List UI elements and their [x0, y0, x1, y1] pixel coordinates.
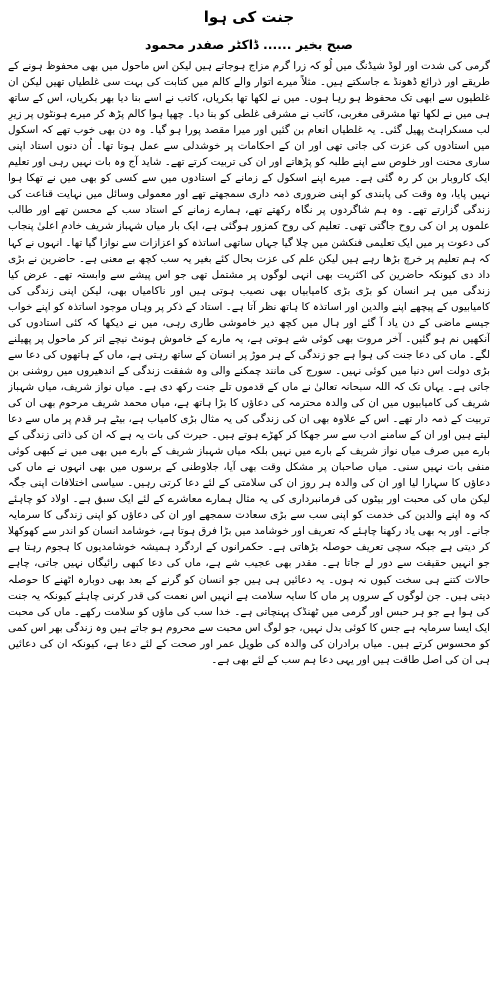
article-body-paragraph: گرمی کی شدت اور لوڈ شیڈنگ میں لُو کہ زرا گرم مزاج ہوجاتے ہیں لیکن اس ماحول میں بھی محفوظ ہونے کے طریقے اور ذرائع ڈھونڈ ے جاسکتے ہیں۔ مثلاً میرے اتوار والے کالم میں کتابت کی بہت سی غلطیاں تھیں لیکن ان غلطیوں سے ابھی تک محفوظ ہو رہا ہوں۔ میں نے لکھا تھا بکریاں، کاتب نے اسے بنا دیا بھر بکریاں، اس کے ساتھ ہی میں نے لکھا تھا مشرقی مغربی، کاتب نے مشرقی غلطی کو بنا دیا۔ چھپا ہوا کالم پڑھ کر میرے ہونٹوں پر زیرِ لب مسکراہٹ پھیل گئی۔ یہ غلطیاں انعام بن گئیں اور میرا مقصد پورا ہو گیا۔ وہ دن بھی خوب تھے کہ اسکول میں استادوں کی عزت کی جاتی تھی اور ان کے احکامات پر خوشدلی سے عمل ہوتا تھا۔ اُن دنوں استاد اپنی ساری محنت اور خلوص سے اپنے طلبہ کو پڑھاتے اور ان کی تربیت کرتے تھے۔ شاید آج وہ بات نہیں رہی اور تعلیم ایک کاروبار بن کر رہ گئی ہے۔ میرے اپنے اسکول کے زمانے کے استادوں میں سے کسی کو بھی میں نے تھکا ہوا نہیں پایا، وہ وقت کی پابندی کو اپنی ضروری ذمہ داری سمجھتے تھے اور معمولی وسائل میں نہایت قناعت کی زندگی گزارتے تھے۔ وہ ہم شاگردوں پر نگاہ رکھتے تھے، ہمارے زمانے کے استاد سب کے محسن تھے اور طالب علموں پر ان کی روح جاگتی تھی۔ تعلیم کی روح کمزور ہوگئی ہے، ایک بار میاں شہباز شریف خادمِ اعلیٰ پنجاب کی دعوت پر میں ایک تعلیمی فنکشن میں چلا گیا جہاں ساتھی اساتذہ کو اعزازات سے نوازا گیا تھا۔ انہوں نے کہا کہ ہم تعلیم پر خرچ بڑھا رہے ہیں لیکن علم کی عزت بحال کئے بغیر یہ سب کچھ بے معنی ہے۔ حاضرین نے بڑی داد دی کیونکہ حاضرین کی اکثریت بھی انہی لوگوں پر مشتمل تھی جو اس پیشے سے وابستہ تھے۔ عرض کیا زندگی میں ہر انسان کو بڑی بڑی کامیابیاں بھی نصیب ہوتی ہیں اور ناکامیاں بھی، لیکن اپنی زندگی کی کامیابیوں کے پیچھے اپنے والدین اور اساتذہ کا ہاتھ نظر آتا ہے۔ استاد کے ذکر پر وہاں موجود اساتذہ کو اپنے خواب جیسے ماضی کے دن یاد آ گئے اور ہال میں کچھ دیر خاموشی طاری رہی، میں نے دیکھا کہ کئی استادوں کی آنکھیں نم ہو گئیں۔ آخر مروت بھی کوئی شے ہوتی ہے، یہ مارے کے خاموش ہونٹ نیچے اتر کر ماحول پر پھیلنے لگے۔ ماں کی دعا جنت کی ہوا ہے جو زندگی کے ہر موڑ پر انسان کے ساتھ رہتی ہے، ماں کے ہاتھوں کی دعا سے بڑی دولت اس دنیا میں کوئی نہیں۔ سورج کی مانند چمکنے والی وہ شفقت زندگی کے اندھیروں میں روشنی بن جاتی ہے۔ یہاں تک کہ اللہ سبحانہ تعالیٰ نے ماں کے قدموں تلے جنت رکھ دی ہے۔ میاں نواز شریف، میاں شہباز شریف کی کامیابیوں میں ان کی والدہ محترمہ کی دعاؤں کا بڑا ہاتھ ہے، میاں محمد شریف مرحوم بھی ان کی تربیت کے ذمہ دار تھے۔ اس کے علاوہ بھی ان کی زندگی کی یہ مثال بڑی کامیاب ہے، بیٹے ہر قدم پر ماں سے دعا لیتے ہیں اور ان کے سامنے ادب سے سر جھکا کر کھڑے ہوتے ہیں۔ حیرت کی بات یہ ہے کہ ان کی ذاتی زندگی کے بارے میں صرف میاں نواز شریف کے بارے میں نہیں بلکہ میاں شہباز شریف کے بارے میں بھی میں نے کبھی کوئی منفی بات نہیں سنی۔ میاں صاحبان پر مشکل وقت بھی آیا، جلاوطنی کے برسوں میں بھی انہوں نے ماں کی دعاؤں کا سہارا لیا اور ان کی والدہ ہر روز ان کی سلامتی کے لئے دعا کرتی رہیں۔ سیاسی اختلافات اپنی جگہ لیکن ماں کی محبت اور بیٹوں کی فرمانبرداری کی یہ مثال ہمارے معاشرے کے لئے ایک سبق ہے۔ اولاد کو چاہئے کہ وہ اپنے والدین کی خدمت کو اپنی سب سے بڑی سعادت سمجھے اور ان کی دعاؤں کو اپنی زندگی کا سرمایہ جانے۔ اور یہ بھی یاد رکھنا چاہئے کہ تعریف اور خوشامد میں بڑا فرق ہوتا ہے، خوشامد انسان کو اندر سے کھوکھلا کر دیتی ہے جبکہ سچی تعریف حوصلہ بڑھاتی ہے۔ حکمرانوں کے اردگرد ہمیشہ خوشامدیوں کا ہجوم رہتا ہے جو انہیں حقیقت سے دور لے جاتا ہے۔ مقدر بھی عجیب شے ہے، ماں کی دعا کبھی رائیگاں نہیں جاتی، چاہے حالات کتنے ہی سخت کیوں نہ ہوں۔ یہ دعائیں ہی ہیں جو انسان کو گرنے کے بعد بھی دوبارہ اٹھنے کا حوصلہ دیتی ہیں۔ جن لوگوں کے سروں پر ماں کا سایہ سلامت ہے انہیں اس نعمت کی قدر کرنی چاہئے کیونکہ یہ جنت کی ہوا ہے جو ہر حبس اور گرمی میں ٹھنڈک پہنچاتی ہے۔ خدا سب کی ماؤں کو سلامت رکھے۔ ماں کی محبت ایک ایسا سرمایہ ہے جس کا کوئی بدل نہیں، جو لوگ اس محبت سے محروم ہو جاتے ہیں وہ زندگی بھر اس کمی کو محسوس کرتے ہیں۔ میاں برادران کی والدہ کی طویل عمر اور صحت کے لئے دعا ہے، کیونکہ ان کی دعائیں ہی ان کی اصل طاقت ہیں اور یہی دعا ہم سب کے لئے بھی ہے۔ — [8, 60, 490, 666]
article-body — [8, 58, 490, 984]
article-title: جنت کی ہوا — [203, 8, 295, 26]
article-byline: صبح بخیر ...... ڈاکٹر صفدر محمود — [145, 37, 353, 52]
